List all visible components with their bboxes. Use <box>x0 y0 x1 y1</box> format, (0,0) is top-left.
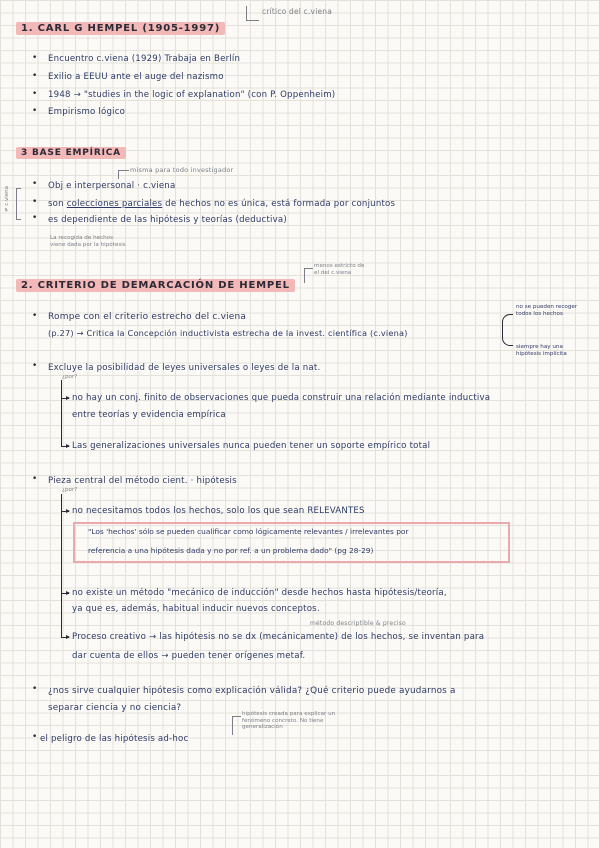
bullet-dot: • <box>32 311 38 321</box>
sec3-item-1: Obj e interpersonal · c.viena <box>48 181 176 191</box>
sec2-b3-sub3-line-2: dar cuenta de ellos → pueden tener orígenes metaf. <box>72 651 306 661</box>
quote-line-1: "Los 'hechos' sólo se pueden cualificar como lógicamente relevantes / irrelevantes por <box>88 527 409 536</box>
sec2-b2-tag: ¿por? <box>62 374 78 380</box>
section-2-title: 2. CRITERIO DE DEMARCACIÓN DE HEMPEL <box>16 279 295 292</box>
note-connector <box>232 716 241 735</box>
tree-line <box>61 380 62 446</box>
sec3-item-2-post: de hechos no es única, está formada por conjuntos <box>165 199 396 209</box>
tree-arrow <box>61 511 69 512</box>
bullet-dot: • <box>32 179 38 189</box>
sec1-item-2: Exilio a EEUU ante el auge del nazismo <box>48 72 224 82</box>
sec2-b1-right-2: siempre hay una hipótesis implícita <box>516 344 567 357</box>
sec2-question-line-2: separar ciencia y no ciencia? <box>48 703 182 713</box>
sec2-b3: Pieza central del método cient. · hipótesis <box>48 476 237 486</box>
brace <box>502 314 513 346</box>
bullet-dot: • <box>32 732 38 742</box>
tree-arrow <box>61 398 69 399</box>
quote-line-2: referencia a una hipótesis dada y no por ref. a un problema dado" (pg 28-29) <box>88 546 374 555</box>
sec2-b1-line-1: Rompe con el criterio estrecho del c.viena <box>48 312 247 322</box>
sec2-b2-sub2: Las generalizaciones universales nunca pueden tener un soporte empírico total <box>72 441 431 451</box>
note-connector <box>246 6 259 21</box>
tree-arrow <box>61 637 69 638</box>
bullet-dot: • <box>32 89 38 99</box>
sec3-item-2 <box>48 199 395 209</box>
sec2-b3-sub3-note: método descriptible & preciso <box>310 620 406 627</box>
sec3-side-note: ≠ c.viena <box>4 186 10 213</box>
sec2-b3-sub2-line-1: no existe un método "mecánico de inducción" desde hechos hasta hipótesis/teoría, <box>72 588 447 598</box>
sec3-item-3: es dependiente de las hipótesis y teorías (deductiva) <box>48 215 287 225</box>
section-3-title: 3 BASE EMPÍRICA <box>16 147 126 159</box>
tree-line <box>61 494 62 637</box>
sec1-item-3: 1948 → "studies in the logic of explanation" (con P. Oppenheim) <box>48 90 336 100</box>
sec2-b3-sub2-line-2: ya que es, además, habitual inducir nuevos conceptos. <box>72 604 320 614</box>
side-bracket <box>16 188 21 220</box>
section-1-note: crítico del c.viena <box>262 7 333 16</box>
sec2-b1-line-2: (p.27) → Critica la Concepción inductivista estrecha de la invest. científica (c.viena) <box>48 328 408 338</box>
sec2-b2-sub1-line-1: no hay un conj. finito de observaciones que pueda construir una relación mediante inductiva <box>72 393 491 403</box>
section-1-title: 1. CARL G HEMPEL (1905-1997) <box>16 22 225 35</box>
note-connector <box>304 268 313 283</box>
bullet-dot: • <box>32 213 38 223</box>
bullet-dot: • <box>32 53 38 63</box>
bullet-dot: • <box>32 106 38 116</box>
sec2-b3-sub1: no necesitamos todos los hechos, solo los que sean RELEVANTES <box>72 506 365 516</box>
sec2-b5: el peligro de las hipótesis ad-hoc <box>40 734 189 744</box>
bullet-dot: • <box>32 361 38 371</box>
sec2-b3-sub3-line-1: Proceso creativo → las hipótesis no se dx (mecánicamente) de los hechos, se inventan para <box>72 632 485 642</box>
tree-arrow <box>61 446 69 447</box>
sec1-item-4: Empirismo lógico <box>48 107 126 117</box>
sec2-b5-note: hipótesis creada para explicar un fenómeno concreto. No tiene generalización <box>242 711 336 730</box>
sec2-b3-tag: ¿por? <box>62 487 78 493</box>
sec3-sub-note: La recogida de hechos viene dada por la hipótesis <box>50 235 126 248</box>
tree-arrow <box>61 593 69 594</box>
sec3-item-2-underlined: colecciones parciales <box>66 199 163 209</box>
sec2-b2-sub1-line-2: entre teorías y evidencia empírica <box>72 410 226 420</box>
sec3-note-top: misma para todo investigador <box>130 166 234 174</box>
bullet-dot: • <box>32 71 38 81</box>
bullet-dot: • <box>32 197 38 207</box>
bullet-dot: • <box>32 474 38 484</box>
bullet-dot: • <box>32 684 38 694</box>
sec3-item-2-pre: son <box>48 199 64 209</box>
sec1-item-1: Encuentro c.viena (1929) Trabaja en Berlín <box>48 54 241 64</box>
section-2-title-note: menos estricto de el del c.viena <box>314 263 365 276</box>
note-connector <box>118 170 129 179</box>
sec2-b2: Excluye la posibilidad de leyes universales o leyes de la nat. <box>48 363 321 373</box>
sec2-question-line-1: ¿nos sirve cualquier hipótesis como explicación válida? ¿Qué criterio puede ayudarnos a <box>48 686 456 696</box>
sec2-b1-right-1: no se pueden recoger todos los hechos <box>516 304 578 317</box>
